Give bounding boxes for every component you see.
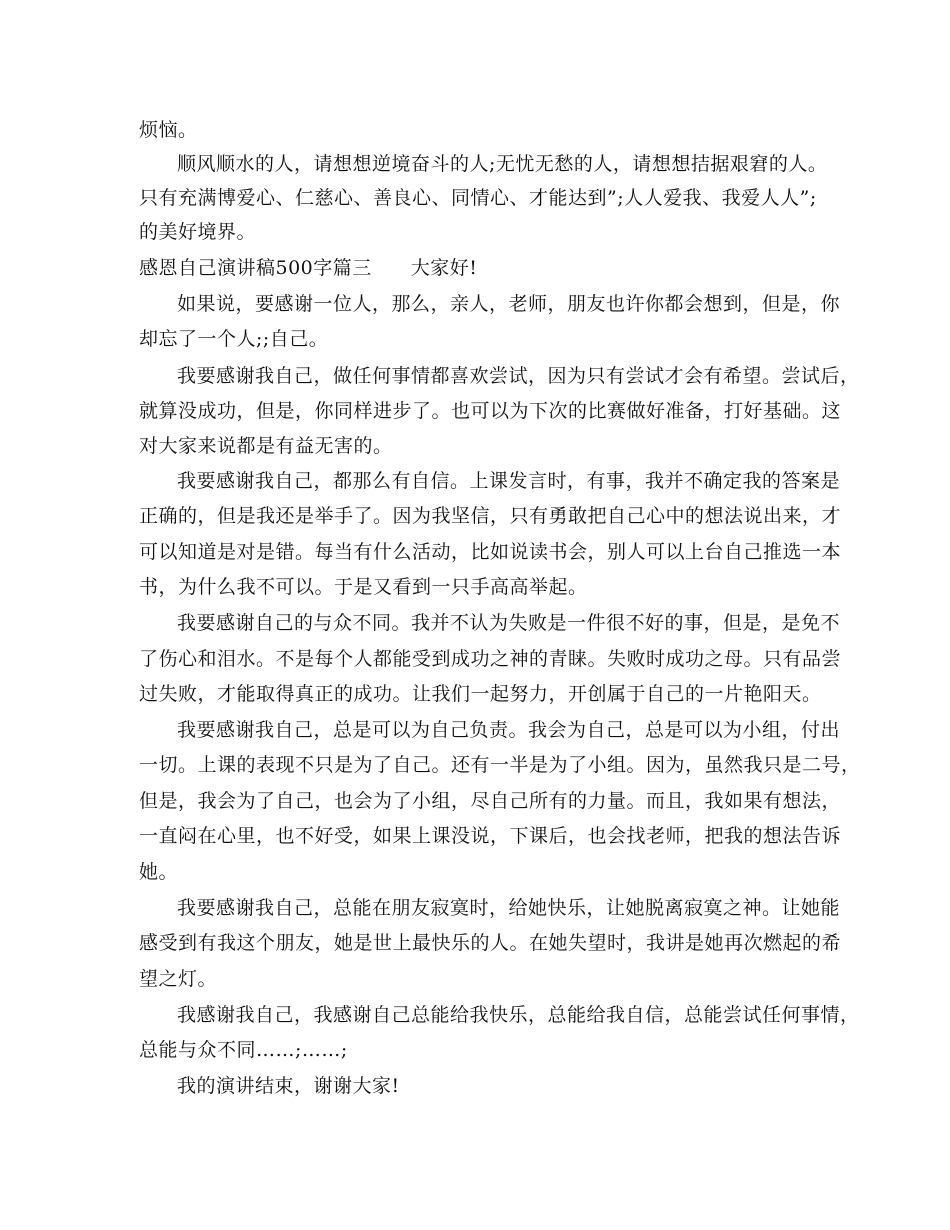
text-line: 可以知道是对是错。每当有什么活动，比如说读书会，别人可以上台自己推选一本 (139, 541, 842, 563)
text-line: 一直闷在心里，也不好受，如果上课没说，下课后，也会找老师，把我的想法告诉 (139, 825, 842, 847)
paragraph-first-line: 我要感谢自己的与众不同。我并不认为失败是一件很不好的事，但是，是免不 (177, 612, 841, 634)
text-line: 就算没成功，但是，你同样进步了。也可以为下次的比赛做好准备，打好基础。这 (139, 400, 842, 422)
text-line: 望之灯。 (139, 968, 218, 990)
text-line: 了伤心和泪水。不是每个人都能受到成功之神的青睐。失败时成功之母。只有品尝 (139, 648, 842, 670)
paragraph-first-line: 我要感谢我自己，做任何事情都喜欢尝试，因为只有尝试才会有希望。尝试后， (177, 365, 860, 387)
text-line: 只有充满博爱心、仁慈心、善良心、同情心、才能达到”;人人爱我、我爱人人”; (139, 187, 817, 209)
text-line: 一切。上课的表现不只是为了自己。还有一半是为了小组。因为，虽然我只是二号， (139, 754, 861, 776)
section-heading: 感恩自己演讲稿500字篇三 大家好! (139, 257, 478, 279)
text-line: 却忘了一个人;;自己。 (139, 328, 329, 350)
text-line: 感受到有我这个朋友，她是世上最快乐的人。在她失望时，我讲是她再次燃起的希 (139, 932, 842, 954)
text-line: 对大家来说都是有益无害的。 (139, 435, 393, 457)
text-line: 的美好境界。 (139, 221, 257, 243)
paragraph-first-line: 我的演讲结束，谢谢大家! (177, 1075, 400, 1097)
paragraph-first-line: 我要感谢我自己，都那么有自信。上课发言时，有事，我并不确定我的答案是 (177, 470, 841, 492)
paragraph-first-line: 我要感谢我自己，总是可以为自己负责。我会为自己，总是可以为小组，付出 (177, 719, 841, 741)
text-line: 书，为什么我不可以。于是又看到一只手高高举起。 (139, 576, 588, 598)
text-line: 过失败，才能取得真正的成功。让我们一起努力，开创属于自己的一片艳阳天。 (139, 683, 822, 705)
paragraph-first-line: 如果说，要感谢一位人，那么，亲人，老师，朋友也许你都会想到，但是，你 (177, 293, 841, 315)
text-line: 烦恼。 (139, 119, 198, 141)
paragraph-first-line: 我感谢我自己，我感谢自己总能给我快乐，总能给我自信，总能尝试任何事情， (177, 1004, 860, 1026)
text-line: 但是，我会为了自己，也会为了小组，尽自己所有的力量。而且，我如果有想法， (139, 790, 842, 812)
text-line: 正确的，但是我还是举手了。因为我坚信，只有勇敢把自己心中的想法说出来，才 (139, 505, 842, 527)
paragraph-first-line: 我要感谢我自己，总能在朋友寂寞时，给她快乐，让她脱离寂寞之神。让她能 (177, 897, 841, 919)
text-line: 总能与众不同……;……; (139, 1039, 348, 1061)
paragraph-first-line: 顺风顺水的人，请想想逆境奋斗的人;无忧无愁的人，请想想拮据艰窘的人。 (177, 153, 828, 175)
text-line: 她。 (139, 861, 179, 883)
